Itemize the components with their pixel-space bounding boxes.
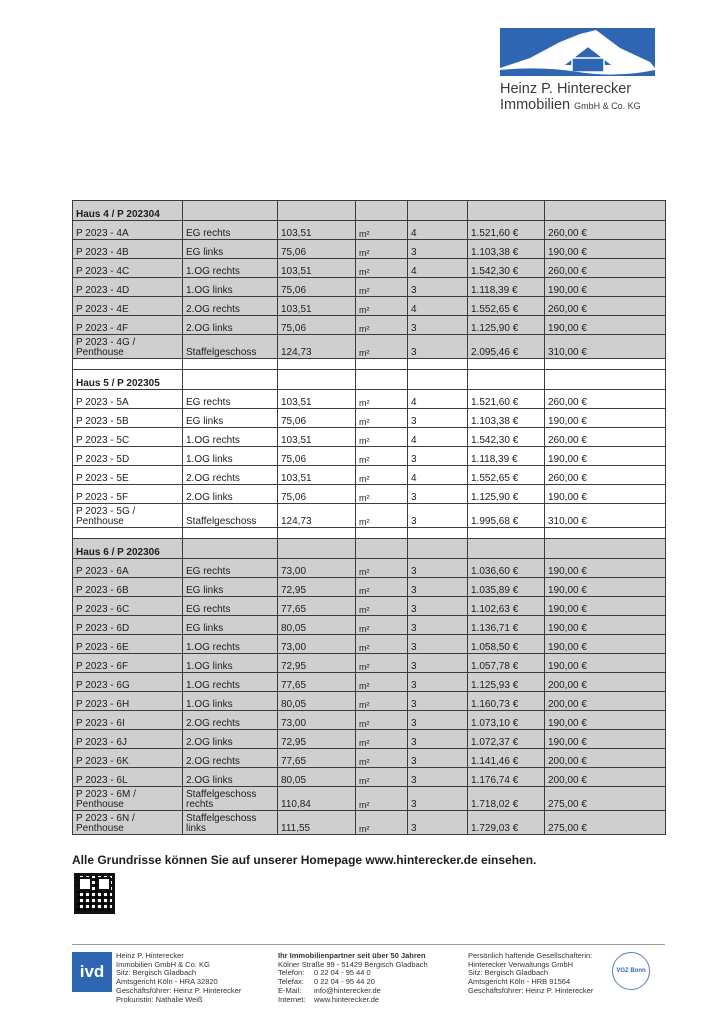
table-row [73, 428, 666, 447]
area-cell [278, 359, 356, 370]
footer-legal-info [468, 952, 593, 996]
parking-cell: 260,00 € [545, 466, 666, 485]
area-cell: 75,06 [278, 409, 356, 428]
unit-cell: m² [356, 749, 408, 768]
footer-line-text: Amtsgericht Köln - HRA 32820 [116, 977, 218, 987]
rent-cell [468, 359, 545, 370]
contact-label: Telefon: [278, 968, 305, 978]
company-logo [500, 28, 660, 114]
area-cell: 75,06 [278, 447, 356, 466]
rent-cell: 2.095,46 € [468, 335, 545, 359]
rent-cell [468, 528, 545, 539]
parking-cell: 190,00 € [545, 485, 666, 504]
table-row [73, 578, 666, 597]
table-row [73, 504, 666, 528]
area-cell: 77,65 [278, 673, 356, 692]
footer-contact-line[interactable] [278, 996, 428, 1005]
rent-cell: 1.103,38 € [468, 240, 545, 259]
floor-cell [183, 201, 278, 221]
rent-cell: 1.542,30 € [468, 259, 545, 278]
house-title: Haus 5 / P 202305 [73, 370, 183, 390]
unit-cell: m² [356, 654, 408, 673]
rent-cell: 1.102,63 € [468, 597, 545, 616]
table-row [73, 654, 666, 673]
floor-cell: 1.OG rechts [183, 428, 278, 447]
parking-cell [545, 201, 666, 221]
unit-cell: m² [356, 335, 408, 359]
unit-id-cell: P 2023 - 5D [73, 447, 183, 466]
unit-cell: m² [356, 692, 408, 711]
floor-cell: 2.OG links [183, 485, 278, 504]
rent-cell: 1.729,03 € [468, 811, 545, 835]
unit-cell: m² [356, 297, 408, 316]
table-row [73, 673, 666, 692]
contact-value: info@hinterecker.de [314, 985, 381, 995]
parking-cell [545, 539, 666, 559]
rooms-cell: 3 [408, 409, 468, 428]
area-cell: 80,05 [278, 692, 356, 711]
table-row [73, 390, 666, 409]
unit-id-cell: P 2023 - 6I [73, 711, 183, 730]
rent-cell: 1.072,37 € [468, 730, 545, 749]
rooms-cell: 3 [408, 768, 468, 787]
unit-cell: m² [356, 673, 408, 692]
qr-code[interactable] [74, 873, 115, 914]
table-row [73, 447, 666, 466]
floor-cell: 2.OG links [183, 730, 278, 749]
unit-cell: m² [356, 240, 408, 259]
logo-company-suffix: Immobilien GmbH & Co. KG [500, 97, 641, 113]
unit-id-cell: P 2023 - 6G [73, 673, 183, 692]
footer-slogan: Ihr Immobilienpartner seit über 50 Jahren [278, 951, 426, 960]
parking-cell: 200,00 € [545, 768, 666, 787]
parking-cell: 190,00 € [545, 578, 666, 597]
rent-cell: 1.141,46 € [468, 749, 545, 768]
table-row [73, 597, 666, 616]
parking-cell: 260,00 € [545, 297, 666, 316]
floor-cell: Staffelgeschoss links [183, 811, 278, 835]
floor-cell: Staffelgeschoss rechts [183, 787, 278, 811]
floor-cell: 1.OG links [183, 447, 278, 466]
area-cell: 103,51 [278, 297, 356, 316]
unit-cell: m² [356, 485, 408, 504]
area-cell: 75,06 [278, 485, 356, 504]
floor-cell: EG links [183, 240, 278, 259]
table-row [73, 485, 666, 504]
unit-cell: m² [356, 811, 408, 835]
contact-label: Telefax: [278, 977, 304, 987]
table-row [73, 221, 666, 240]
unit-id-cell: P 2023 - 4C [73, 259, 183, 278]
floor-cell: EG rechts [183, 597, 278, 616]
footer-line-text: Sitz: Bergisch Gladbach [116, 968, 197, 978]
ivd-logo: ivd [72, 952, 112, 992]
footer-line-text: Sitz: Bergisch Gladbach [468, 968, 549, 978]
footer-address: Kölner Straße 99 - 51429 Bergisch Gladbach [278, 959, 428, 969]
table-row [73, 811, 666, 835]
unit-id-cell: P 2023 - 6E [73, 635, 183, 654]
house-title: Haus 4 / P 202304 [73, 201, 183, 221]
parking-cell: 190,00 € [545, 240, 666, 259]
floor-cell: Staffelgeschoss [183, 335, 278, 359]
unit-cell: m² [356, 730, 408, 749]
unit-id-cell: P 2023 - 6A [73, 559, 183, 578]
unit-cell: m² [356, 559, 408, 578]
unit-cell: m² [356, 635, 408, 654]
table-row [73, 559, 666, 578]
parking-cell: 190,00 € [545, 559, 666, 578]
table-row [73, 409, 666, 428]
table-row [73, 466, 666, 485]
rooms-cell: 3 [408, 485, 468, 504]
unit-cell [356, 528, 408, 539]
parking-cell: 190,00 € [545, 597, 666, 616]
unit-id-cell: P 2023 - 6C [73, 597, 183, 616]
area-cell: 103,51 [278, 221, 356, 240]
floor-cell: EG rechts [183, 390, 278, 409]
unit-id-cell: P 2023 - 4A [73, 221, 183, 240]
rent-cell [468, 539, 545, 559]
rent-cell: 1.125,90 € [468, 316, 545, 335]
rent-cell: 1.125,90 € [468, 485, 545, 504]
rooms-cell: 4 [408, 466, 468, 485]
parking-cell: 190,00 € [545, 278, 666, 297]
unit-cell [356, 201, 408, 221]
area-cell: 72,95 [278, 654, 356, 673]
rooms-cell: 3 [408, 240, 468, 259]
unit-id-cell [73, 359, 183, 370]
rooms-cell: 3 [408, 654, 468, 673]
unit-id-cell [73, 528, 183, 539]
area-cell: 103,51 [278, 466, 356, 485]
rent-cell: 1.552,65 € [468, 466, 545, 485]
floor-cell: 1.OG links [183, 692, 278, 711]
floor-cell: EG rechts [183, 559, 278, 578]
unit-cell [356, 370, 408, 390]
floor-cell: 2.OG links [183, 316, 278, 335]
area-cell: 103,51 [278, 390, 356, 409]
unit-cell: m² [356, 409, 408, 428]
area-cell: 103,51 [278, 259, 356, 278]
area-cell: 77,65 [278, 597, 356, 616]
rooms-cell: 4 [408, 428, 468, 447]
house-title: Haus 6 / P 202306 [73, 539, 183, 559]
area-cell: 73,00 [278, 635, 356, 654]
table-row [73, 240, 666, 259]
footer-line-text: Geschäftsführer: Heinz P. Hinterecker [116, 985, 242, 995]
table-row [73, 749, 666, 768]
floor-cell: EG rechts [183, 221, 278, 240]
rooms-cell: 3 [408, 316, 468, 335]
table-row [73, 635, 666, 654]
rent-cell: 1.136,71 € [468, 616, 545, 635]
rooms-cell: 3 [408, 787, 468, 811]
rent-cell: 1.521,60 € [468, 221, 545, 240]
parking-cell: 190,00 € [545, 616, 666, 635]
table-row [73, 316, 666, 335]
spacer-row [73, 528, 666, 539]
parking-cell: 310,00 € [545, 335, 666, 359]
parking-cell [545, 370, 666, 390]
table-row [73, 278, 666, 297]
parking-cell [545, 528, 666, 539]
unit-cell: m² [356, 616, 408, 635]
rent-cell: 1.058,50 € [468, 635, 545, 654]
unit-id-cell: P 2023 - 6N / Penthouse [73, 811, 183, 835]
floor-cell: EG links [183, 616, 278, 635]
area-cell: 72,95 [278, 578, 356, 597]
contact-label: Internet: [278, 994, 306, 1004]
contact-value: 0 22 04 - 95 44 0 [314, 968, 371, 978]
footer-line-text: Immobilien GmbH & Co. KG [116, 959, 210, 969]
rooms-cell [408, 359, 468, 370]
unit-cell: m² [356, 768, 408, 787]
spacer-row [73, 359, 666, 370]
area-cell [278, 201, 356, 221]
rent-cell: 1.073,10 € [468, 711, 545, 730]
area-cell: 111,55 [278, 811, 356, 835]
unit-cell: m² [356, 597, 408, 616]
unit-id-cell: P 2023 - 5G / Penthouse [73, 504, 183, 528]
parking-cell: 260,00 € [545, 259, 666, 278]
rooms-cell: 3 [408, 597, 468, 616]
floor-cell: 1.OG rechts [183, 673, 278, 692]
parking-cell: 200,00 € [545, 692, 666, 711]
rent-cell: 1.103,38 € [468, 409, 545, 428]
parking-cell [545, 359, 666, 370]
unit-id-cell: P 2023 - 6K [73, 749, 183, 768]
area-cell: 75,06 [278, 278, 356, 297]
table-row [73, 297, 666, 316]
parking-cell: 275,00 € [545, 811, 666, 835]
unit-id-cell: P 2023 - 6B [73, 578, 183, 597]
floor-cell [183, 370, 278, 390]
contact-label: E-Mail: [278, 985, 302, 995]
house-header-row [73, 201, 666, 221]
area-cell: 73,00 [278, 559, 356, 578]
rent-cell: 1.036,60 € [468, 559, 545, 578]
rooms-cell [408, 201, 468, 221]
apartment-price-table [72, 200, 666, 835]
table-row [73, 711, 666, 730]
logo-mountain-house-icon [500, 28, 655, 76]
house-header-row [73, 370, 666, 390]
floor-cell: 2.OG rechts [183, 749, 278, 768]
rent-cell: 1.125,93 € [468, 673, 545, 692]
rooms-cell: 3 [408, 504, 468, 528]
floorplan-homepage-note: Alle Grundrisse können Sie auf unserer Homepage www.hinterecker.de einsehen. [72, 853, 537, 867]
unit-id-cell: P 2023 - 5C [73, 428, 183, 447]
floor-cell: 1.OG rechts [183, 259, 278, 278]
unit-cell: m² [356, 428, 408, 447]
unit-id-cell: P 2023 - 5A [73, 390, 183, 409]
parking-cell: 190,00 € [545, 316, 666, 335]
unit-cell: m² [356, 390, 408, 409]
rooms-cell: 4 [408, 390, 468, 409]
unit-id-cell: P 2023 - 4F [73, 316, 183, 335]
parking-cell: 275,00 € [545, 787, 666, 811]
area-cell: 75,06 [278, 316, 356, 335]
unit-id-cell: P 2023 - 5F [73, 485, 183, 504]
rent-cell: 1.035,89 € [468, 578, 545, 597]
rent-cell [468, 201, 545, 221]
table-row [73, 787, 666, 811]
unit-id-cell: P 2023 - 4E [73, 297, 183, 316]
area-cell: 124,73 [278, 504, 356, 528]
unit-id-cell: P 2023 - 6J [73, 730, 183, 749]
unit-cell: m² [356, 259, 408, 278]
unit-cell: m² [356, 447, 408, 466]
rent-cell: 1.552,65 € [468, 297, 545, 316]
rent-cell: 1.118,39 € [468, 447, 545, 466]
unit-id-cell: P 2023 - 5E [73, 466, 183, 485]
footer-line-text: Persönlich haftende Gesellschafterin: [468, 951, 593, 960]
floor-cell: 2.OG rechts [183, 466, 278, 485]
unit-cell [356, 539, 408, 559]
rent-cell: 1.176,74 € [468, 768, 545, 787]
footer-line-text: Geschäftsführer: Heinz P. Hinterecker [468, 985, 594, 995]
unit-cell [356, 359, 408, 370]
floor-cell: Staffelgeschoss [183, 504, 278, 528]
house-header-row [73, 539, 666, 559]
unit-cell: m² [356, 221, 408, 240]
parking-cell: 200,00 € [545, 749, 666, 768]
floor-cell: 2.OG links [183, 768, 278, 787]
floor-cell: EG links [183, 409, 278, 428]
rooms-cell: 3 [408, 335, 468, 359]
floor-cell: 2.OG rechts [183, 297, 278, 316]
contact-value: www.hinterecker.de [314, 994, 380, 1004]
table-row [73, 335, 666, 359]
rooms-cell [408, 528, 468, 539]
contact-value: 0 22 04 - 95 44 20 [314, 977, 375, 987]
floor-cell: 2.OG rechts [183, 711, 278, 730]
table-row [73, 692, 666, 711]
parking-cell: 190,00 € [545, 635, 666, 654]
area-cell: 72,95 [278, 730, 356, 749]
unit-cell: m² [356, 316, 408, 335]
rooms-cell: 3 [408, 711, 468, 730]
parking-cell: 260,00 € [545, 428, 666, 447]
rent-cell: 1.718,02 € [468, 787, 545, 811]
area-cell: 124,73 [278, 335, 356, 359]
rooms-cell: 3 [408, 730, 468, 749]
vgz-seal-icon: VGZ Bonn [612, 952, 650, 990]
footer-divider [72, 944, 665, 945]
unit-id-cell: P 2023 - 6H [73, 692, 183, 711]
rooms-cell: 4 [408, 297, 468, 316]
parking-cell: 190,00 € [545, 447, 666, 466]
rooms-cell: 3 [408, 635, 468, 654]
rooms-cell [408, 370, 468, 390]
rooms-cell: 3 [408, 616, 468, 635]
rooms-cell: 3 [408, 692, 468, 711]
table-row [73, 616, 666, 635]
area-cell: 103,51 [278, 428, 356, 447]
rooms-cell: 3 [408, 278, 468, 297]
footer-line-text: Hinterecker Verwaltungs GmbH [468, 959, 574, 969]
area-cell: 110,84 [278, 787, 356, 811]
unit-cell: m² [356, 711, 408, 730]
unit-id-cell: P 2023 - 6F [73, 654, 183, 673]
unit-id-cell: P 2023 - 6M / Penthouse [73, 787, 183, 811]
logo-company-name: Heinz P. Hinterecker [500, 81, 632, 97]
rooms-cell: 3 [408, 673, 468, 692]
rent-cell: 1.057,78 € [468, 654, 545, 673]
unit-id-cell: P 2023 - 4D [73, 278, 183, 297]
area-cell: 80,05 [278, 616, 356, 635]
rooms-cell: 3 [408, 447, 468, 466]
footer-contact-info [278, 952, 428, 1004]
unit-cell: m² [356, 278, 408, 297]
area-cell: 80,05 [278, 768, 356, 787]
area-cell: 73,00 [278, 711, 356, 730]
parking-cell: 310,00 € [545, 504, 666, 528]
footer-line-text: Amtsgericht Köln - HRB 91564 [468, 977, 571, 987]
floor-cell: 1.OG links [183, 278, 278, 297]
rooms-cell [408, 539, 468, 559]
parking-cell: 260,00 € [545, 221, 666, 240]
rooms-cell: 3 [408, 811, 468, 835]
parking-cell: 190,00 € [545, 711, 666, 730]
parking-cell: 200,00 € [545, 673, 666, 692]
table-row [73, 730, 666, 749]
parking-cell: 190,00 € [545, 409, 666, 428]
rooms-cell: 4 [408, 221, 468, 240]
rent-cell: 1.995,68 € [468, 504, 545, 528]
floor-cell [183, 359, 278, 370]
rooms-cell: 3 [408, 559, 468, 578]
floor-cell [183, 539, 278, 559]
table-row [73, 768, 666, 787]
area-cell [278, 539, 356, 559]
rooms-cell: 4 [408, 259, 468, 278]
rent-cell [468, 370, 545, 390]
area-cell: 75,06 [278, 240, 356, 259]
unit-id-cell: P 2023 - 6D [73, 616, 183, 635]
area-cell [278, 528, 356, 539]
rooms-cell: 3 [408, 578, 468, 597]
floor-cell: 1.OG rechts [183, 635, 278, 654]
rent-cell: 1.542,30 € [468, 428, 545, 447]
area-cell: 77,65 [278, 749, 356, 768]
unit-cell: m² [356, 787, 408, 811]
unit-id-cell: P 2023 - 4G / Penthouse [73, 335, 183, 359]
area-cell [278, 370, 356, 390]
floor-cell [183, 528, 278, 539]
unit-cell: m² [356, 578, 408, 597]
footer-company-info [116, 952, 241, 1004]
rent-cell: 1.118,39 € [468, 278, 545, 297]
unit-id-cell: P 2023 - 4B [73, 240, 183, 259]
unit-id-cell: P 2023 - 6L [73, 768, 183, 787]
unit-id-cell: P 2023 - 5B [73, 409, 183, 428]
rent-cell: 1.160,73 € [468, 692, 545, 711]
rent-cell: 1.521,60 € [468, 390, 545, 409]
footer-line-text: Heinz P. Hinterecker [116, 951, 184, 960]
floor-cell: 1.OG links [183, 654, 278, 673]
table-row [73, 259, 666, 278]
parking-cell: 190,00 € [545, 730, 666, 749]
rooms-cell: 3 [408, 749, 468, 768]
footer-line-text: Prokuristin: Nathalie Weiß [116, 994, 203, 1004]
parking-cell: 260,00 € [545, 390, 666, 409]
parking-cell: 190,00 € [545, 654, 666, 673]
unit-cell: m² [356, 504, 408, 528]
unit-cell: m² [356, 466, 408, 485]
floor-cell: EG links [183, 578, 278, 597]
